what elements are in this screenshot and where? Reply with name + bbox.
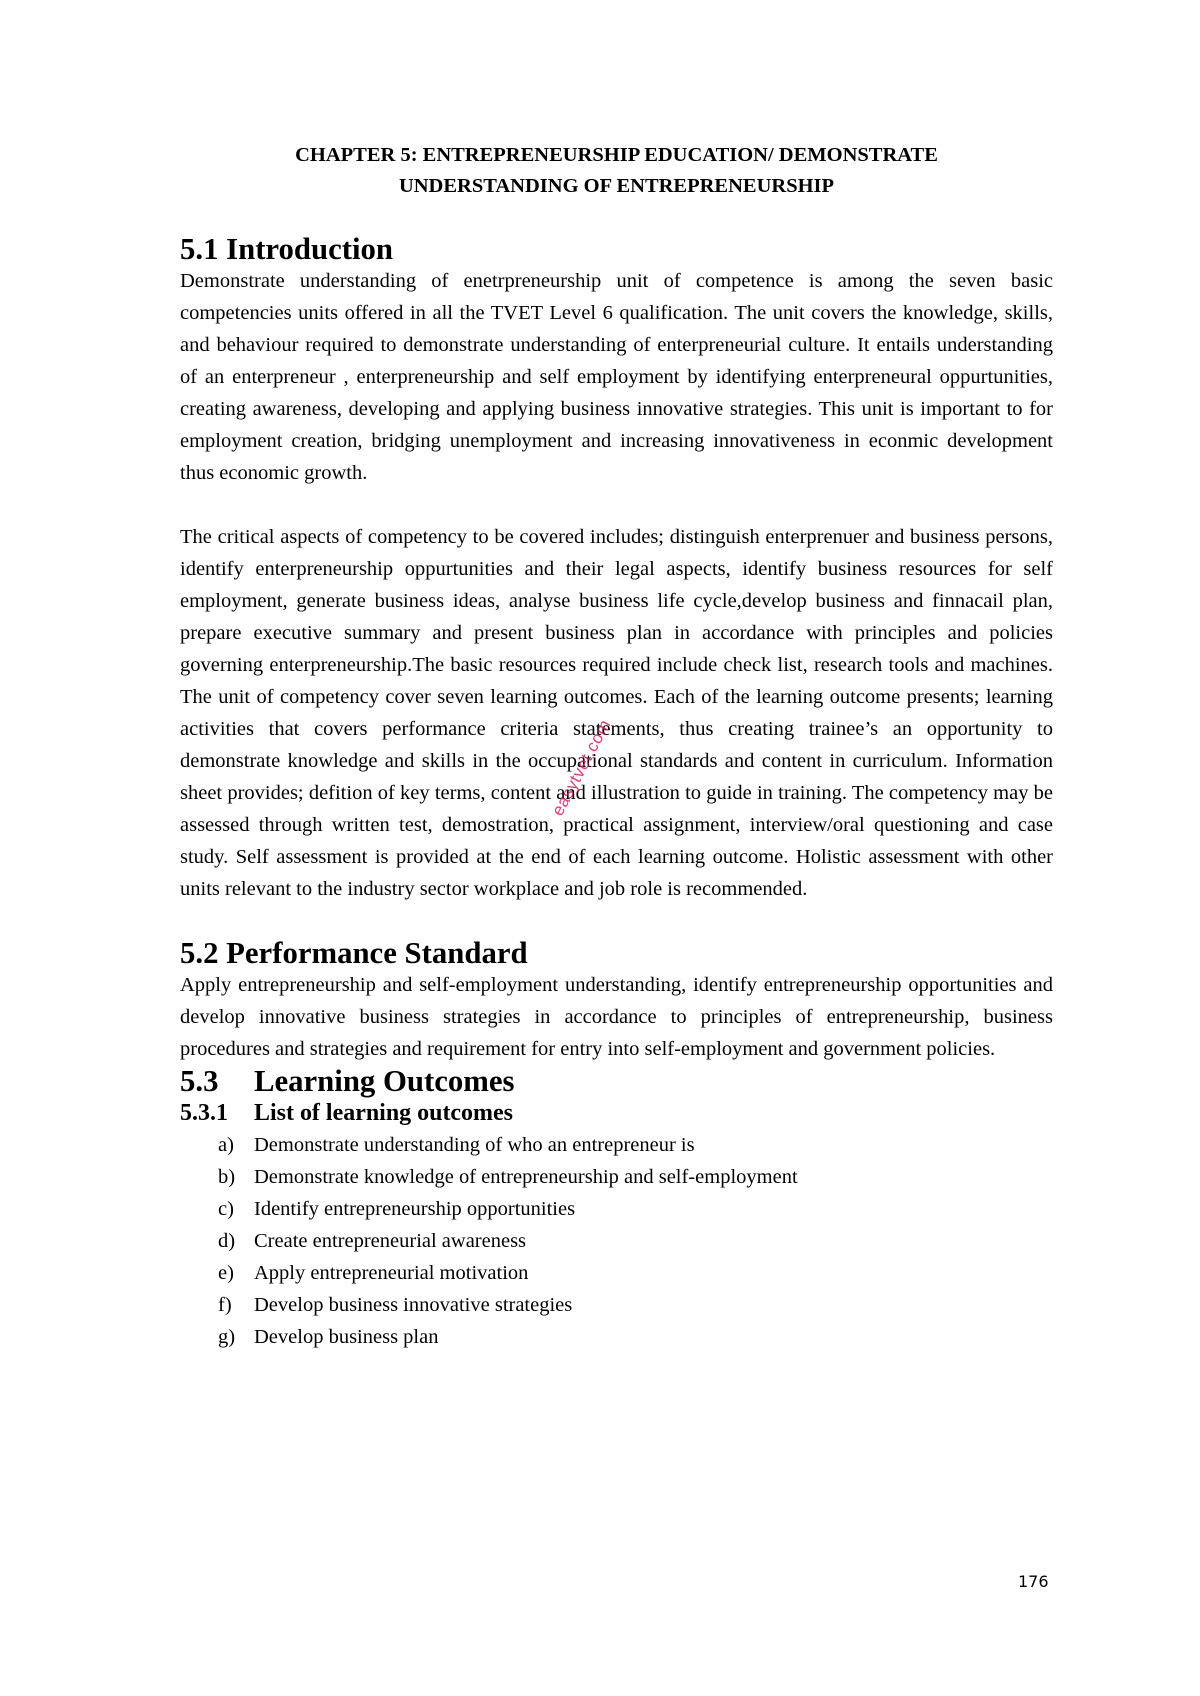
- subsection-heading-list-of-outcomes: [180, 1097, 1053, 1129]
- page-number: 176: [1018, 1572, 1049, 1591]
- list-item-text: Demonstrate understanding of who an entrepreneur is: [254, 1134, 695, 1156]
- list-item-letter: b): [218, 1166, 236, 1188]
- intro-paragraph-2: The critical aspects of competency to be covered includes; distinguish enterprenuer and business persons, identify enterpreneurship oppurtunities and their legal aspects, identify business resources for self employment, generate business ideas, analyse business life cycle,develop business and finnacail plan, prepare executive summary and present business plan in accordance with principles and policies governing enterpreneurship.The basic resources required include check list, research tools and machines. The unit of competency cover seven learning outcomes. Each of the learning outcome presents; learning activities that covers performance criteria statements, thus creating trainee’s an opportunity to demonstrate knowledge and skills in the occupational standards and content in curriculum. Information sheet provides; defition of key terms, content and illustration to guide in training. The competency may be assessed through written test, demostration, practical assignment, interview/oral questioning and case study. Self assessment is provided at the end of each learning outcome. Holistic assessment with other units relevant to the industry sector workplace and job role is recommended.: [180, 526, 1053, 900]
- list-item: [218, 1289, 1053, 1321]
- chapter-title-line-2: UNDERSTANDING OF ENTREPRENEURSHIP: [398, 175, 835, 197]
- list-item-letter: c): [218, 1198, 234, 1220]
- learning-outcomes-list: [180, 1129, 1053, 1353]
- section-title: Learning Outcomes: [254, 1064, 515, 1098]
- list-item-letter: f): [218, 1294, 232, 1316]
- section-heading-learning-outcomes: [180, 1065, 1053, 1097]
- list-item-text: Create entrepreneurial awareness: [254, 1230, 527, 1252]
- intro-paragraph-1: Demonstrate understanding of enetrpreneurship unit of competence is among the seven basic competencies units offered in all the TVET Level 6 qualification. The unit covers the knowledge, skills, and behaviour required to demonstrate understanding of enterpreneurial culture. It entails understanding of an enterpreneur , enterpreneurship and self employment by identifying enterpreneural oppurtunities, creating awareness, developing and applying business innovative strategies. This unit is important to for employment creation, bridging unemployment and increasing innovativeness in econmic development thus economic growth.: [180, 270, 1053, 484]
- subsection-title: List of learning outcomes: [254, 1100, 513, 1126]
- list-item: [218, 1193, 1053, 1225]
- list-item-letter: d): [218, 1230, 236, 1252]
- list-item: [218, 1225, 1053, 1257]
- list-item: [218, 1161, 1053, 1193]
- list-item-text: Identify entrepreneurship opportunities: [254, 1198, 576, 1220]
- section-heading-introduction: 5.1 Introduction: [180, 232, 394, 266]
- chapter-title-line-1: CHAPTER 5: ENTREPRENEURSHIP EDUCATION/ DEMONSTRATE: [295, 144, 938, 166]
- list-item-text: Apply entrepreneurial motivation: [254, 1262, 529, 1284]
- section-heading-performance-standard: 5.2 Performance Standard: [180, 936, 528, 970]
- list-item: [218, 1321, 1053, 1353]
- performance-paragraph: Apply entrepreneurship and self-employment understanding, identify entrepreneurship opportunities and develop innovative business strategies in accordance to principles of entrepreneurship, business procedures and strategies and requirement for entry into self-employment and government policies.: [180, 974, 1053, 1060]
- list-item-letter: g): [218, 1326, 236, 1348]
- list-item-text: Demonstrate knowledge of entrepreneurship and self-employment: [254, 1166, 798, 1188]
- list-item-text: Develop business plan: [254, 1326, 439, 1348]
- chapter-title: [180, 140, 1053, 202]
- list-item: [218, 1257, 1053, 1289]
- list-item-letter: a): [218, 1134, 234, 1156]
- watermark: easytvet.com: [548, 716, 615, 819]
- page-content: [180, 140, 1053, 1353]
- list-item-letter: e): [218, 1262, 234, 1284]
- section-number: 5.3: [180, 1064, 219, 1098]
- subsection-number: 5.3.1: [180, 1100, 228, 1126]
- list-item-text: Develop business innovative strategies: [254, 1294, 573, 1316]
- list-item: [218, 1129, 1053, 1161]
